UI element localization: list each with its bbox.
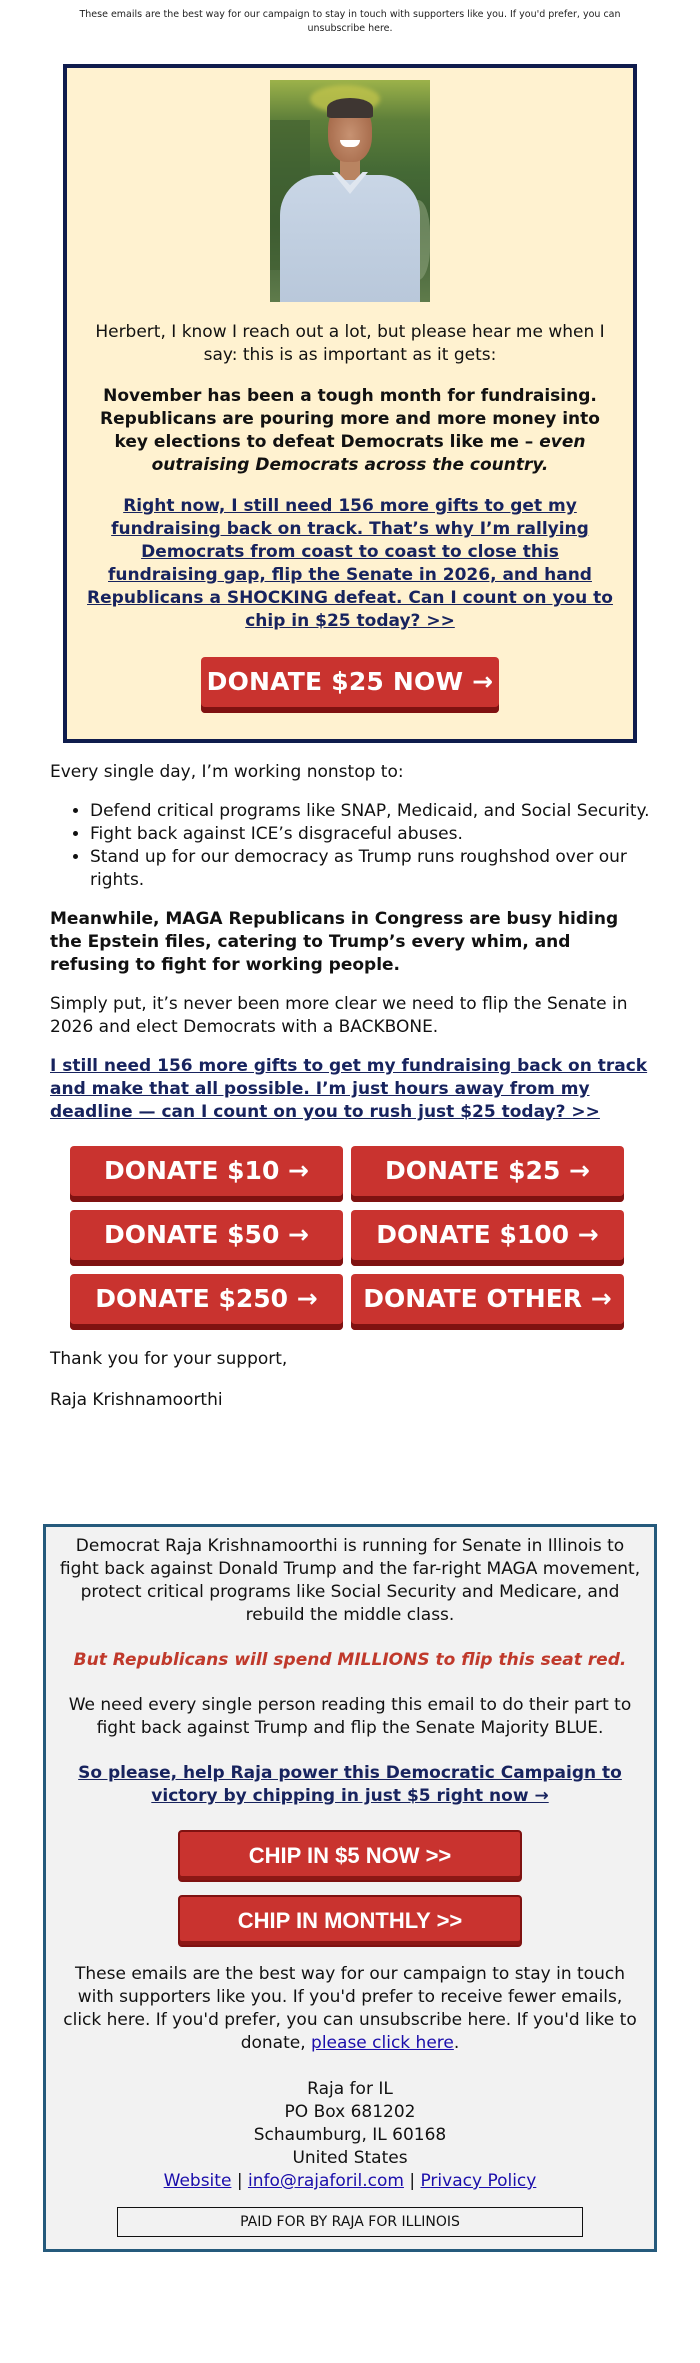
hero-greeting: Herbert, I know I reach out a lot, but please hear me when I say: this is as important as it gets: [95,322,605,365]
privacy-policy-link[interactable]: Privacy Policy [420,2171,537,2191]
chip-in-5-button[interactable]: CHIP IN $5 NOW >> [178,1830,522,1882]
link-separator: | [231,2171,248,2191]
donate-other-button[interactable]: DONATE OTHER → [351,1274,624,1330]
closing-thanks: Thank you for your support, [50,1349,288,1369]
footer-links [58,2170,642,2193]
unsubscribe-tail: . [453,2033,460,2053]
intro-text: Every single day, I’m working nonstop to: [50,762,404,782]
hero-bold-paragraph [85,385,615,477]
donate-50-button[interactable]: DONATE $50 → [70,1210,343,1266]
unsubscribe-notice [58,1963,642,2055]
city-state-zip: Schaumburg, IL 60168 [253,2125,447,2145]
donate-click-here-link[interactable]: please click here [311,2033,454,2053]
warning-text: But Republicans will spend MILLIONS to flip this seat red. [73,1650,627,1670]
paid-for-disclaimer: PAID FOR BY RAJA FOR ILLINOIS [117,2207,583,2237]
email-link[interactable]: info@rajaforil.com [247,2171,404,2191]
flip-senate-paragraph: Simply put, it’s never been more clear we need to flip the Senate in 2026 and elect Democrats with a BACKBONE. [50,994,628,1037]
hero-italic-text: even outraising Democrats across the country. [151,432,586,475]
donate-10-button[interactable]: DONATE $10 → [70,1146,343,1202]
donate-25-now-button[interactable]: DONATE $25 NOW → [201,657,499,713]
chip-in-monthly-button[interactable]: CHIP IN MONTHLY >> [178,1895,522,1947]
mailing-address [58,2078,642,2193]
website-link[interactable]: Website [163,2171,232,2191]
country: United States [292,2148,408,2168]
hero-bold-text: November has been a tough month for fundraising. Republicans are pouring more and more money into key elections to defeat Democrats like me – [100,386,600,452]
preheader-text: These emails are the best way for our campaign to stay in touch with supporters like you. If you'd prefer, you can unsubscribe here. [79,9,621,34]
chip-in-5-link[interactable]: So please, help Raja power this Democratic Campaign to victory by chipping in just $5 right now → [78,1763,622,1806]
call-to-action-text: We need every single person reading this email to do their part to fight back against Trump and flip the Senate Majority BLUE. [68,1695,632,1738]
hero-donate-link[interactable]: Right now, I still need 156 more gifts to get my fundraising back on track. That’s why I’m rallying Democrats from coast to coast to close this fundraising gap, flip the Senate in 2026, and hand Republicans a SHOCKING defeat. Can I count on you to chip in $25 today? >> [87,496,613,631]
po-box: PO Box 681202 [284,2102,416,2122]
donate-100-button[interactable]: DONATE $100 → [351,1210,624,1266]
priorities-list [90,800,650,892]
footer-box [43,1524,657,2252]
donate-250-button[interactable]: DONATE $250 → [70,1274,343,1330]
donate-25-button[interactable]: DONATE $25 → [351,1146,624,1202]
rush-donate-link[interactable]: I still need 156 more gifts to get my fundraising back on track and make that all possible. I’m just hours away from my deadline — can I count on you to rush just $25 today? >> [50,1056,648,1122]
list-item: • Stand up for our democracy as Trump runs roughshod over our rights. [90,846,650,892]
candidate-about: Democrat Raja Krishnamoorthi is running for Senate in Illinois to fight back against Donald Trump and the far-right MAGA movement, protect critical programs like Social Security and Medicare, and rebuild the middle class. [59,1536,641,1625]
hero-callout-box [63,64,637,743]
email-body [0,743,700,1412]
donate-button-grid [70,1146,628,1330]
maga-paragraph: Meanwhile, MAGA Republicans in Congress are busy hiding the Epstein files, catering to Trump’s every whim, and refusing to fight for working people. [50,909,619,975]
list-item: • Fight back against ICE’s disgraceful abuses. [90,823,650,846]
unsubscribe-text: These emails are the best way for our campaign to stay in touch with supporters like you. If you'd prefer to receive fewer emails, click here. If you'd prefer, you can unsubscribe here. If you'd like to donate, [63,1964,637,2053]
list-item: • Defend critical programs like SNAP, Medicaid, and Social Security. [90,800,650,823]
signature: Raja Krishnamoorthi [50,1390,223,1410]
org-name: Raja for IL [307,2079,393,2099]
link-separator: | [403,2171,421,2191]
candidate-photo [270,80,430,302]
